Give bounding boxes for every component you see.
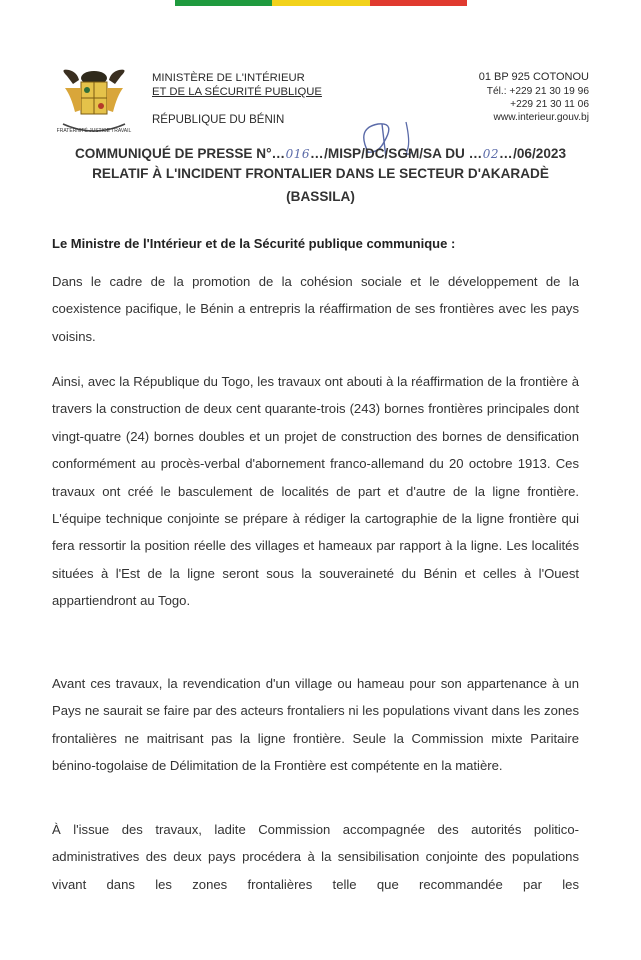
website: www.interieur.gouv.bj [493, 112, 589, 123]
paragraph-text: Ainsi, avec la République du Togo, les travaux ont abouti à la réaffirmation de la frontière à travers la construction de deux cent quarante-trois (243) bornes frontières principales dont vingt-quatre (24) bornes doubles et un projet de construction des bornes de densification conformément au procès-verbal d'abornement franco-allemand du 20 octobre 1913. Ces travaux ont créé le basculement de localités de part et d'autre de la ligne frontière. L'équipe technique conjointe se prépare à rédiger la cartographie de la ligne frontière qui fera ressortir la position réelle des villages et hameaux par rapport à la ligne. Les localités situées à l'Est de la ligne seront sous la souveraineté du Bénin et celles à l'Ouest appartiendront au Togo. [52, 374, 579, 609]
title-location: (BASSILA) [286, 189, 355, 204]
coat-of-arms-seal [55, 66, 133, 140]
press-release-title [0, 143, 641, 165]
paragraph-text: Avant ces travaux, la revendication d'un village ou hameau pour son appartenance à un Pays ne saurait se faire par des acteurs frontaliers ni les populations vivant dans les zones frontalières ne maitrisant pas la ligne frontière. Seule la Commission mixte Paritaire bénino-togolaise de Délimitation de la Frontière est compétente en la matière. [52, 676, 579, 774]
ministry-line1: MINISTÈRE DE L'INTÉRIEUR [152, 72, 305, 84]
flag-yellow [272, 0, 369, 6]
title-middle: /MISP/DC/SGM/SA DU [324, 146, 469, 161]
intro-statement: Le Ministre de l'Intérieur et de la Sécurité publique communique : [52, 236, 456, 251]
flag-green [175, 0, 272, 6]
paragraph-text: Dans le cadre de la promotion de la cohésion sociale et le développement de la coexistence pacifique, le Bénin a entrepris la réaffirmation de ses frontières avec les pays voisins. [52, 274, 579, 344]
title-prefix: COMMUNIQUÉ DE PRESSE N° [74, 146, 272, 161]
telephone-2: +229 21 30 11 06 [510, 99, 589, 110]
republic-name: RÉPUBLIQUE DU BÉNIN [152, 114, 285, 126]
flag-red [370, 0, 467, 6]
telephone-1: Tél.: +229 21 30 19 96 [486, 86, 589, 97]
postal-address: 01 BP 925 COTONOU [478, 71, 589, 83]
title-subject: RELATIF À L'INCIDENT FRONTALIER DANS LE SECTEUR D'AKARADÈ [92, 166, 549, 181]
title-day: …02… [468, 146, 514, 161]
paragraph-2 [52, 368, 579, 615]
contact-block [479, 71, 589, 124]
paragraph-1 [52, 268, 579, 350]
ministry-heading [152, 71, 322, 127]
title-number: …016… [271, 146, 325, 161]
paragraph-3 [52, 670, 579, 780]
svg-text:FRATERNITÉ JUSTICE TRAVAIL: FRATERNITÉ JUSTICE TRAVAIL [56, 128, 132, 134]
paragraph-text: À l'issue des travaux, ladite Commission accompagnée des autorités politico-administratives des deux pays procédera à la sensibilisation conjointe des populations vivant dans les zones frontalières telle que recommandée par les [52, 822, 579, 892]
paragraph-4 [52, 816, 579, 898]
ministry-line2: ET DE LA SÉCURITÉ PUBLIQUE [152, 86, 322, 98]
title-suffix: /06/2023 [513, 146, 567, 161]
national-flag-stripe [175, 0, 467, 6]
